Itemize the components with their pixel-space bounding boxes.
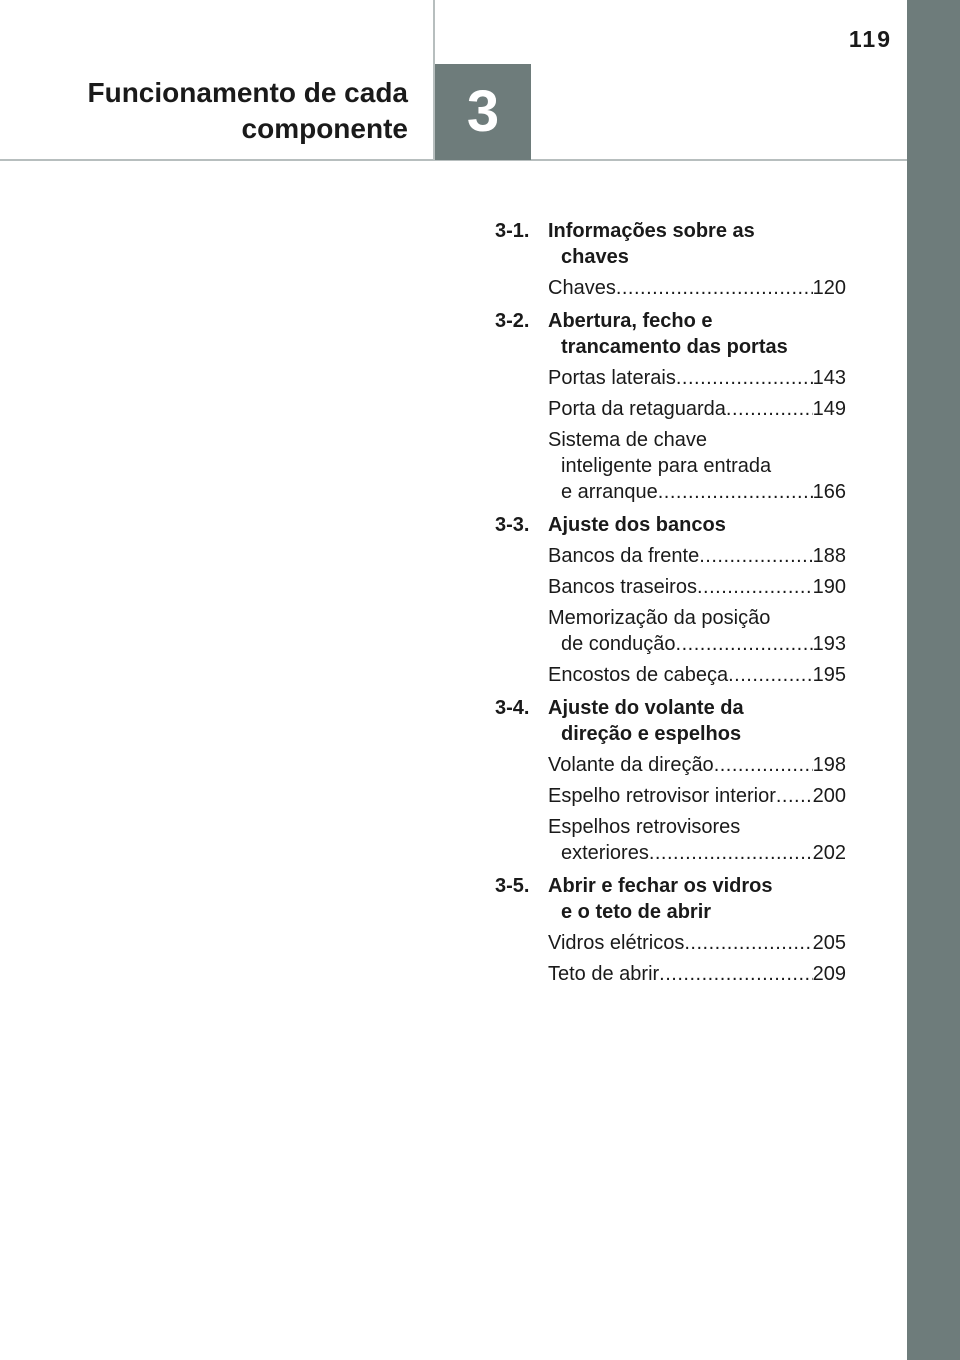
toc-entry[interactable] <box>548 961 846 987</box>
toc-entry[interactable] <box>548 396 846 422</box>
toc-section-title <box>548 873 846 925</box>
toc-section-title-line: Ajuste dos bancos <box>548 514 726 536</box>
toc-entry-line <box>548 752 846 778</box>
toc-entry-line <box>548 543 846 569</box>
toc-entry-page: 149 <box>812 398 846 420</box>
toc-section-heading[interactable] <box>495 218 846 270</box>
toc-section-heading[interactable] <box>495 512 846 538</box>
table-of-contents <box>495 218 846 994</box>
toc-entry-text: Teto de abrir <box>548 963 660 985</box>
toc-entry-line <box>548 631 846 657</box>
toc-entry-page: 166 <box>812 481 846 503</box>
toc-section-number: 3-4. <box>495 697 530 719</box>
toc-dot-leader <box>697 574 813 600</box>
chapter-number-box: 3 <box>435 64 531 160</box>
toc-entry-line <box>548 365 846 391</box>
toc-section-title-line: Ajuste do volante da <box>548 697 744 719</box>
toc-entry[interactable] <box>548 365 846 391</box>
toc-entry[interactable] <box>548 783 846 809</box>
toc-section <box>495 873 846 987</box>
toc-dot-leader <box>616 275 813 301</box>
toc-entry-page: 202 <box>812 842 846 864</box>
toc-entry-text: Memorização da posição <box>548 607 771 629</box>
toc-entry-page: 120 <box>812 277 846 299</box>
toc-entry-line <box>548 961 846 987</box>
chapter-title-line: Funcionamento de cada <box>87 77 408 108</box>
toc-section-number: 3-2. <box>495 310 530 332</box>
toc-entry-text: Espelho retrovisor interior <box>548 785 776 807</box>
toc-entry-text: Porta da retaguarda <box>548 398 726 420</box>
toc-entry-line <box>548 574 846 600</box>
toc-entry-page: 190 <box>812 576 846 598</box>
toc-entry[interactable] <box>548 574 846 600</box>
toc-section-title <box>548 695 846 747</box>
toc-section-title-line: direção e espelhos <box>561 723 742 745</box>
toc-entry-line <box>548 479 846 505</box>
toc-dot-leader <box>684 930 812 956</box>
toc-section-heading[interactable] <box>495 695 846 747</box>
toc-dot-leader <box>776 783 813 809</box>
toc-entry-page: 193 <box>812 633 846 655</box>
toc-section-title-line: e o teto de abrir <box>561 901 712 923</box>
toc-entry-text: Bancos traseiros <box>548 576 697 598</box>
chapter-side-tab <box>907 0 960 1360</box>
toc-entry-page: 209 <box>812 963 846 985</box>
toc-section-title-line: Abrir e fechar os vidros <box>548 875 773 897</box>
toc-entry[interactable] <box>548 662 846 688</box>
page-number: 119 <box>848 26 892 52</box>
toc-section <box>495 512 846 688</box>
toc-section-title-line: Informações sobre as <box>548 220 755 242</box>
toc-entry-page: 188 <box>812 545 846 567</box>
toc-entry-text: Sistema de chave <box>548 429 707 451</box>
toc-dot-leader <box>699 543 812 569</box>
toc-dot-leader <box>714 752 813 778</box>
toc-entry-text: exteriores <box>561 842 649 864</box>
toc-entry[interactable] <box>548 930 846 956</box>
toc-dot-leader <box>658 479 813 505</box>
toc-entry-text: Espelhos retrovisores <box>548 816 741 838</box>
toc-entry[interactable] <box>548 605 846 657</box>
toc-section-number: 3-3. <box>495 514 530 536</box>
toc-entry-line <box>548 396 846 422</box>
toc-entry[interactable] <box>548 814 846 866</box>
toc-section-heading[interactable] <box>495 308 846 360</box>
toc-entry-text: Encostos de cabeça <box>548 664 729 686</box>
toc-section-heading[interactable] <box>495 873 846 925</box>
toc-entry-text: e arranque <box>561 481 658 503</box>
toc-section-title-line: chaves <box>561 246 629 268</box>
toc-section-title <box>548 512 846 538</box>
toc-entry-line <box>548 662 846 688</box>
toc-section-title <box>548 218 846 270</box>
chapter-title-line: componente <box>241 113 408 144</box>
toc-entry-page: 200 <box>812 785 846 807</box>
toc-entry-page: 198 <box>812 754 846 776</box>
toc-entry-text: inteligente para entrada <box>561 455 772 477</box>
toc-section-title-line: trancamento das portas <box>561 336 788 358</box>
toc-entry-text: Chaves <box>548 277 616 299</box>
toc-dot-leader <box>659 961 812 987</box>
toc-entry[interactable] <box>548 427 846 505</box>
toc-entry-line <box>548 930 846 956</box>
toc-dot-leader <box>649 840 813 866</box>
toc-entry-text: Bancos da frente <box>548 545 700 567</box>
toc-entry-page: 205 <box>812 932 846 954</box>
toc-entry-text: Vidros elétricos <box>548 932 685 954</box>
toc-entry-text: de condução <box>561 633 676 655</box>
toc-section-title-line: Abertura, fecho e <box>548 310 713 332</box>
toc-entry[interactable] <box>548 543 846 569</box>
toc-entry-line <box>548 840 846 866</box>
toc-dot-leader <box>676 365 813 391</box>
toc-dot-leader <box>676 631 813 657</box>
toc-dot-leader <box>726 396 813 422</box>
toc-entry-text: Portas laterais <box>548 367 676 389</box>
toc-section <box>495 218 846 301</box>
toc-dot-leader <box>728 662 813 688</box>
toc-entry-page: 143 <box>812 367 846 389</box>
toc-entry-line <box>548 783 846 809</box>
toc-entry-page: 195 <box>812 664 846 686</box>
chapter-title <box>88 75 409 147</box>
toc-entry[interactable] <box>548 275 846 301</box>
toc-section-title <box>548 308 846 360</box>
toc-entry-line <box>548 275 846 301</box>
toc-section <box>495 308 846 505</box>
toc-section-number: 3-1. <box>495 220 530 242</box>
toc-section-number: 3-5. <box>495 875 530 897</box>
toc-entry[interactable] <box>548 752 846 778</box>
toc-section <box>495 695 846 866</box>
toc-entry-text: Volante da direção <box>548 754 714 776</box>
